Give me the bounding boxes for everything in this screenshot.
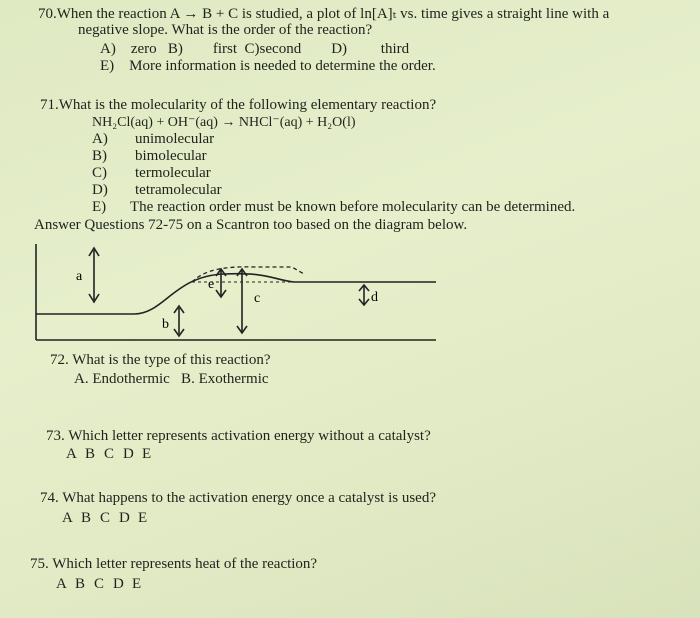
q74-letter-e: E: [138, 510, 148, 526]
q75-letters: [56, 576, 151, 593]
q75-letter-b: B: [75, 576, 86, 592]
q71-question: 71.What is the molecularity of the following elementary reaction?: [40, 97, 437, 113]
q71-option-b-text: bimolecular: [135, 148, 207, 164]
q70-line-1: 70.When the reaction A → B + C is studied, a plot of ln[A]ₜ vs. time gives a straight line with a: [38, 6, 610, 22]
q71-option-a-text: unimolecular: [135, 131, 215, 147]
q72-question: 72. What is the type of this reaction?: [50, 352, 271, 368]
q75-question: 75. Which letter represents heat of the reaction?: [30, 556, 318, 572]
q71-option-b-letter: B): [92, 148, 107, 164]
q73-letter-c: C: [104, 446, 115, 462]
arrow-c: [237, 269, 247, 333]
label-b: b: [162, 317, 169, 332]
q72-answers: A. Endothermic B. Exothermic: [74, 371, 269, 387]
q73-question: 73. Which letter represents activation energy without a catalyst?: [46, 428, 431, 444]
label-c: c: [254, 291, 261, 306]
label-e: e: [208, 277, 215, 292]
q70-line-2: negative slope. What is the order of the reaction?: [78, 22, 373, 38]
q71-option-a-letter: A): [92, 131, 108, 147]
diagram-instruction: Answer Questions 72-75 on a Scantron too based on the diagram below.: [34, 217, 468, 233]
q74-question: 74. What happens to the activation energy once a catalyst is used?: [40, 490, 436, 506]
q74-letter-d: D: [119, 510, 130, 526]
q75-letter-e: E: [132, 576, 142, 592]
q73-letters: [66, 446, 161, 463]
arrow-d: [359, 285, 369, 305]
q74-letter-b: B: [81, 510, 92, 526]
arrow-a: [89, 248, 99, 302]
q71-equation: NH₂Cl(aq) + OH⁻(aq) → NHCl⁻(aq) + H₂O(l): [92, 115, 356, 130]
label-d: d: [371, 290, 378, 305]
q71-option-e-letter: E): [92, 199, 107, 215]
q70-option-e: E) More information is needed to determine the order.: [100, 58, 436, 74]
q71-option-c-text: termolecular: [135, 165, 211, 181]
q74-letters: [62, 510, 157, 527]
q73-letter-b: B: [85, 446, 96, 462]
q75-letter-d: D: [113, 576, 124, 592]
q71-option-e-text: The reaction order must be known before molecularity can be determined.: [130, 199, 576, 215]
arrow-e: [216, 269, 226, 297]
q74-letter-c: C: [100, 510, 111, 526]
q71-option-d-text: tetramolecular: [135, 182, 222, 198]
q70-options-a-d: A) zero B) first C)second D) third: [100, 41, 410, 57]
arrow-b: [174, 306, 184, 336]
q71-option-c-letter: C): [92, 165, 107, 181]
q74-letter-a: A: [62, 510, 73, 526]
q73-letter-a: A: [66, 446, 77, 462]
q73-letter-e: E: [142, 446, 152, 462]
q75-letter-a: A: [56, 576, 67, 592]
q71-option-d-letter: D): [92, 182, 108, 198]
q73-letter-d: D: [123, 446, 134, 462]
q75-letter-c: C: [94, 576, 105, 592]
energy-diagram: [24, 240, 444, 350]
label-a: a: [76, 269, 83, 284]
